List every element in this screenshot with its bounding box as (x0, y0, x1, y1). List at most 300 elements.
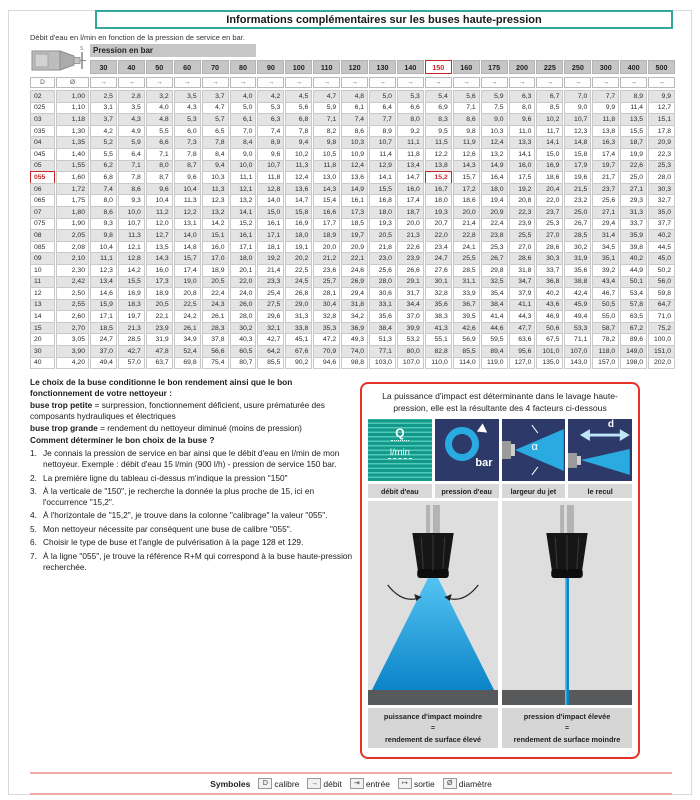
flow-cell-13-40: 18,3 (118, 299, 145, 312)
flow-cell-09-225: 30,3 (536, 252, 563, 265)
flow-rate-table (30, 44, 675, 369)
flow-cell-20-200: 63,6 (509, 333, 536, 346)
flow-cell-025-40: 3,5 (118, 102, 145, 115)
flow-cell-12-80: 24,0 (230, 287, 257, 300)
pressure-header-40: 40 (118, 60, 145, 74)
flow-cell-06-50: 9,6 (146, 183, 173, 196)
flow-cell-07-140: 18,7 (397, 206, 424, 219)
flow-cell-035-110: 8,2 (313, 125, 340, 138)
flow-cell-10-160: 28,5 (453, 264, 480, 277)
flow-cell-09-250: 31,9 (564, 252, 591, 265)
flow-cell-045-200: 14,1 (509, 148, 536, 161)
calibre-cell-02: 02 (30, 90, 55, 103)
flow-cell-085-400: 39,8 (620, 241, 647, 254)
flow-cell-14-150: 38,3 (425, 310, 452, 323)
flow-cell-025-225: 8,5 (536, 102, 563, 115)
flow-cell-06-250: 21,5 (564, 183, 591, 196)
flow-cell-02-40: 2,8 (118, 90, 145, 103)
flow-cell-03-140: 8,0 (397, 113, 424, 126)
flow-cell-045-225: 15,0 (536, 148, 563, 161)
flow-cell-09-175: 26,7 (481, 252, 508, 265)
flow-cell-14-50: 22,1 (146, 310, 173, 323)
flow-cell-09-100: 20,2 (285, 252, 312, 265)
calibre-cell-035: 035 (30, 125, 55, 138)
flow-cell-30-100: 67,6 (285, 345, 312, 358)
flow-cell-30-90: 64,2 (257, 345, 284, 358)
flow-cell-13-60: 22,5 (174, 299, 201, 312)
flow-cell-06-225: 20,4 (536, 183, 563, 196)
pressure-header-60: 60 (174, 60, 201, 74)
factor-label-pressure: pression d'eau (435, 484, 499, 498)
flow-cell-09-160: 25,5 (453, 252, 480, 265)
flow-cell-04-200: 13,3 (509, 136, 536, 149)
debit-icon: → (620, 77, 647, 88)
diametre-cell-40: 4,20 (56, 357, 89, 370)
flow-cell-13-90: 27,5 (257, 299, 284, 312)
flow-cell-30-110: 70,9 (313, 345, 340, 358)
flow-cell-40-225: 135,0 (536, 357, 563, 370)
flow-cell-03-300: 11,8 (592, 113, 619, 126)
flow-cell-10-150: 27,6 (425, 264, 452, 277)
flow-cell-075-100: 16,9 (285, 218, 312, 231)
flow-cell-03-160: 8,6 (453, 113, 480, 126)
calibre-cell-13: 13 (30, 299, 55, 312)
intro-paragraph: Le choix de la buse conditionne le bon rendement ainsi que le bon fonctionnement de votre nettoyeur : (30, 377, 293, 398)
flow-cell-13-400: 57,8 (620, 299, 647, 312)
flow-cell-085-225: 28,6 (536, 241, 563, 254)
flow-cell-04-130: 10,7 (369, 136, 396, 149)
diametre-cell-30: 3,90 (56, 345, 89, 358)
flow-cell-09-110: 21,2 (313, 252, 340, 265)
flow-cell-035-225: 11,7 (536, 125, 563, 138)
flow-cell-025-250: 9,0 (564, 102, 591, 115)
flow-cell-04-140: 11,1 (397, 136, 424, 149)
flow-cell-30-400: 149,0 (620, 345, 647, 358)
flow-cell-045-40: 6,4 (118, 148, 145, 161)
step-number: 1. (30, 448, 37, 459)
flow-cell-11-110: 25,7 (313, 276, 340, 289)
flow-cell-08-70: 15,1 (202, 229, 229, 242)
pressure-header-120: 120 (341, 60, 368, 74)
flow-cell-15-110: 35,3 (313, 322, 340, 335)
flow-cell-025-140: 6,6 (397, 102, 424, 115)
debit-icon: → (313, 77, 340, 88)
flow-cell-08-300: 31,4 (592, 229, 619, 242)
step-text: Mon nettoyeur nécessite par conséquent une buse de calibre "055". (43, 523, 292, 534)
flow-cell-14-400: 63,5 (620, 310, 647, 323)
flow-cell-06-90: 12,8 (257, 183, 284, 196)
calibre-cell-065: 065 (30, 194, 55, 207)
flow-cell-05-120: 12,4 (341, 160, 368, 173)
flow-cell-08-150: 22,0 (425, 229, 452, 242)
flow-cell-05-200: 16,0 (509, 160, 536, 173)
flow-cell-06-150: 16,7 (425, 183, 452, 196)
flow-cell-14-300: 55,0 (592, 310, 619, 323)
calibre-cell-085: 085 (30, 241, 55, 254)
diametre-cell-05: 1,55 (56, 160, 89, 173)
explanation-text (30, 377, 354, 573)
flow-cell-02-50: 3,2 (146, 90, 173, 103)
calibre-cell-12: 12 (30, 287, 55, 300)
flow-cell-09-50: 14,3 (146, 252, 173, 265)
flow-cell-30-225: 101,0 (536, 345, 563, 358)
flow-cell-075-50: 12,0 (146, 218, 173, 231)
flow-cell-04-250: 14,8 (564, 136, 591, 149)
flow-cell-13-200: 41,1 (509, 299, 536, 312)
flow-cell-13-500: 64,7 (648, 299, 675, 312)
flow-cell-10-200: 31,8 (509, 264, 536, 277)
calibre-cell-08: 08 (30, 229, 55, 242)
flow-cell-05-250: 17,9 (564, 160, 591, 173)
flow-cell-13-225: 43,6 (536, 299, 563, 312)
pressure-header-225: 225 (536, 60, 563, 74)
flow-cell-04-30: 5,2 (90, 136, 117, 149)
calibre-cell-03: 03 (30, 113, 55, 126)
flow-cell-065-160: 18,6 (453, 194, 480, 207)
flow-cell-075-150: 20,7 (425, 218, 452, 231)
flow-cell-05-100: 11,3 (285, 160, 312, 173)
flow-cell-03-400: 13,5 (620, 113, 647, 126)
step-7 (30, 551, 354, 573)
flow-cell-12-70: 22,4 (202, 287, 229, 300)
flow-cell-14-30: 17,1 (90, 310, 117, 323)
flow-cell-035-175: 10,3 (481, 125, 508, 138)
flow-cell-055-250: 19,6 (564, 171, 591, 184)
calibre-icon: D (258, 778, 272, 789)
flow-cell-03-175: 9,0 (481, 113, 508, 126)
flow-cell-035-160: 9,8 (453, 125, 480, 138)
flow-cell-035-70: 6,5 (202, 125, 229, 138)
calibre-cell-40: 40 (30, 357, 55, 370)
flow-cell-09-300: 35,1 (592, 252, 619, 265)
jet-width-icon (502, 419, 566, 481)
flow-cell-07-70: 13,2 (202, 206, 229, 219)
flow-cell-11-160: 31,1 (453, 276, 480, 289)
diametre-cell-15: 2,70 (56, 322, 89, 335)
flow-cell-03-60: 5,3 (174, 113, 201, 126)
flow-cell-055-60: 9,6 (174, 171, 201, 184)
flow-cell-30-80: 60,5 (230, 345, 257, 358)
flow-cell-40-40: 57,0 (118, 357, 145, 370)
flow-cell-045-160: 12,6 (453, 148, 480, 161)
flow-cell-11-200: 34,7 (509, 276, 536, 289)
flow-cell-055-40: 7,8 (118, 171, 145, 184)
flow-cell-06-40: 8,6 (118, 183, 145, 196)
flow-cell-075-175: 22,4 (481, 218, 508, 231)
step-2 (30, 473, 354, 484)
flow-cell-06-140: 16,0 (397, 183, 424, 196)
debit-icon: → (369, 77, 396, 88)
flow-cell-03-120: 7,4 (341, 113, 368, 126)
flow-cell-20-70: 37,8 (202, 333, 229, 346)
flow-cell-14-110: 32,8 (313, 310, 340, 323)
step-4 (30, 510, 354, 521)
flow-cell-025-100: 5,6 (285, 102, 312, 115)
flow-cell-20-50: 31,9 (146, 333, 173, 346)
flow-cell-05-40: 7,1 (118, 160, 145, 173)
flow-cell-12-150: 32,8 (425, 287, 452, 300)
debit-icon: → (257, 77, 284, 88)
flow-cell-065-175: 19,4 (481, 194, 508, 207)
flow-cell-075-225: 25,3 (536, 218, 563, 231)
flow-cell-06-60: 10,4 (174, 183, 201, 196)
pressure-header-175: 175 (481, 60, 508, 74)
calibre-cell-055: 055 (30, 171, 55, 184)
debit-icon: → (481, 77, 508, 88)
flow-cell-40-100: 90,2 (285, 357, 312, 370)
debit-icon: → (397, 77, 424, 88)
debit-icon: → (425, 77, 452, 88)
flow-cell-10-30: 12,3 (90, 264, 117, 277)
flow-cell-085-80: 17,1 (230, 241, 257, 254)
flow-cell-14-160: 39,5 (453, 310, 480, 323)
calibre-cell-10: 10 (30, 264, 55, 277)
flow-cell-045-120: 10,9 (341, 148, 368, 161)
flow-cell-04-175: 12,4 (481, 136, 508, 149)
flow-cell-04-40: 5,9 (118, 136, 145, 149)
flow-cell-085-500: 44,5 (648, 241, 675, 254)
flow-cell-15-500: 75,2 (648, 322, 675, 335)
flow-cell-035-30: 4,2 (90, 125, 117, 138)
flow-cell-045-130: 11,4 (369, 148, 396, 161)
flow-cell-12-250: 42,4 (564, 287, 591, 300)
flow-cell-085-150: 23,4 (425, 241, 452, 254)
flow-cell-04-150: 11,5 (425, 136, 452, 149)
flow-unit-label: l/min (389, 447, 410, 459)
step-1 (30, 448, 354, 470)
flow-cell-04-70: 7,8 (202, 136, 229, 149)
flow-cell-14-40: 19,7 (118, 310, 145, 323)
wide-spray-illustration (368, 501, 498, 705)
flow-cell-11-130: 28,0 (369, 276, 396, 289)
flow-cell-11-140: 29,1 (397, 276, 424, 289)
flow-cell-025-60: 4,3 (174, 102, 201, 115)
flow-cell-08-110: 18,9 (313, 229, 340, 242)
calibre-cell-05: 05 (30, 160, 55, 173)
flow-cell-13-70: 24,3 (202, 299, 229, 312)
flow-cell-12-500: 59,8 (648, 287, 675, 300)
factor-label-recoil: le recul (568, 484, 632, 498)
flow-cell-30-175: 89,4 (481, 345, 508, 358)
flow-cell-09-60: 15,7 (174, 252, 201, 265)
diametre-cell-09: 2,10 (56, 252, 89, 265)
flow-cell-055-200: 17,5 (509, 171, 536, 184)
flow-cell-075-70: 14,2 (202, 218, 229, 231)
flow-cell-12-40: 16,9 (118, 287, 145, 300)
flow-cell-14-175: 41,4 (481, 310, 508, 323)
flow-cell-045-30: 5,5 (90, 148, 117, 161)
flow-cell-14-250: 49,4 (564, 310, 591, 323)
flow-cell-15-100: 33,8 (285, 322, 312, 335)
flow-cell-06-200: 19,2 (509, 183, 536, 196)
flow-cell-05-30: 6,2 (90, 160, 117, 173)
calibre-cell-20: 20 (30, 333, 55, 346)
flow-cell-075-90: 16,1 (257, 218, 284, 231)
flow-cell-02-130: 5,0 (369, 90, 396, 103)
diametre-cell-04: 1,35 (56, 136, 89, 149)
symbol-item-label: diamètre (458, 778, 492, 789)
flow-cell-10-110: 23,6 (313, 264, 340, 277)
pressure-header-90: 90 (257, 60, 284, 74)
flow-cell-20-40: 28,5 (118, 333, 145, 346)
flow-cell-11-150: 30,1 (425, 276, 452, 289)
flow-cell-025-80: 5,0 (230, 102, 257, 115)
debit-icon: → (648, 77, 675, 88)
flow-cell-055-50: 8,7 (146, 171, 173, 184)
flow-cell-09-90: 19,2 (257, 252, 284, 265)
flow-cell-04-500: 20,9 (648, 136, 675, 149)
nozzle-too-big-note: buse trop grande = rendement du nettoyeur diminué (moins de pression) (30, 422, 302, 433)
flow-cell-02-250: 7,0 (564, 90, 591, 103)
pressure-header-400: 400 (620, 60, 647, 74)
flow-cell-15-160: 42,6 (453, 322, 480, 335)
distance-label: d (607, 419, 614, 431)
flow-cell-30-140: 80,0 (397, 345, 424, 358)
flow-cell-20-400: 89,6 (620, 333, 647, 346)
flow-cell-045-80: 9,0 (230, 148, 257, 161)
flow-cell-13-80: 26,0 (230, 299, 257, 312)
symbols-items (258, 778, 491, 789)
diametre-icon: Ø (443, 778, 457, 789)
flow-cell-045-70: 8,4 (202, 148, 229, 161)
flow-cell-10-90: 21,4 (257, 264, 284, 277)
svg-text:S: S (80, 46, 84, 52)
symbol-item-entrée (350, 778, 390, 789)
flow-cell-10-60: 17,4 (174, 264, 201, 277)
flow-cell-055-400: 25,0 (620, 171, 647, 184)
flow-cell-40-300: 157,0 (592, 357, 619, 370)
flow-cell-12-50: 18,9 (146, 287, 173, 300)
flow-q-label: Q (391, 426, 408, 441)
flow-cell-03-80: 6,1 (230, 113, 257, 126)
flow-cell-05-150: 13,8 (425, 160, 452, 173)
flow-cell-40-90: 85,5 (257, 357, 284, 370)
calibre-cell-15: 15 (30, 322, 55, 335)
calibre-cell-30: 30 (30, 345, 55, 358)
pressure-header-150: 150 (425, 60, 452, 74)
flow-cell-06-100: 13,6 (285, 183, 312, 196)
flow-cell-05-400: 22,6 (620, 160, 647, 173)
flow-cell-20-120: 49,3 (341, 333, 368, 346)
flow-cell-03-150: 8,3 (425, 113, 452, 126)
flow-cell-085-160: 24,1 (453, 241, 480, 254)
flow-cell-03-50: 4,8 (146, 113, 173, 126)
flow-cell-07-110: 16,6 (313, 206, 340, 219)
flow-cell-045-300: 17,4 (592, 148, 619, 161)
debit-icon: → (509, 77, 536, 88)
flow-cell-075-160: 21,4 (453, 218, 480, 231)
flow-cell-40-150: 110,0 (425, 357, 452, 370)
flow-cell-07-120: 17,3 (341, 206, 368, 219)
flow-cell-025-160: 7,1 (453, 102, 480, 115)
flow-cell-40-120: 98,8 (341, 357, 368, 370)
flow-cell-025-175: 7,5 (481, 102, 508, 115)
pressure-header-200: 200 (509, 60, 536, 74)
alpha-label: α (531, 441, 538, 454)
page-title (95, 10, 673, 29)
step-number: 6. (30, 537, 37, 548)
flow-cell-045-400: 19,9 (620, 148, 647, 161)
calibre-cell-04: 04 (30, 136, 55, 149)
flow-cell-13-30: 15,9 (90, 299, 117, 312)
flow-cell-025-50: 4,0 (146, 102, 173, 115)
flow-cell-08-140: 21,3 (397, 229, 424, 242)
nozzle-diagram (30, 44, 88, 76)
flow-cell-15-80: 30,2 (230, 322, 257, 335)
flow-cell-20-150: 55,1 (425, 333, 452, 346)
flow-cell-035-300: 13,8 (592, 125, 619, 138)
flow-cell-03-70: 5,7 (202, 113, 229, 126)
flow-cell-04-60: 7,3 (174, 136, 201, 149)
flow-cell-11-40: 15,5 (118, 276, 145, 289)
flow-cell-09-400: 40,2 (620, 252, 647, 265)
flow-cell-07-90: 15,0 (257, 206, 284, 219)
flow-cell-025-200: 8,0 (509, 102, 536, 115)
spray-illustrations (368, 501, 632, 705)
flow-cell-07-130: 18,0 (369, 206, 396, 219)
flow-cell-03-30: 3,7 (90, 113, 117, 126)
flow-cell-03-225: 10,2 (536, 113, 563, 126)
flow-cell-20-110: 47,2 (313, 333, 340, 346)
flow-cell-10-80: 20,1 (230, 264, 257, 277)
debit-icon: → (536, 77, 563, 88)
flow-cell-07-100: 15,8 (285, 206, 312, 219)
flow-cell-075-200: 23,9 (509, 218, 536, 231)
flow-cell-05-175: 14,9 (481, 160, 508, 173)
flow-cell-085-40: 12,1 (118, 241, 145, 254)
pressure-header-160: 160 (453, 60, 480, 74)
flow-cell-30-250: 107,0 (564, 345, 591, 358)
calibre-cell-075: 075 (30, 218, 55, 231)
recoil-icon (568, 419, 632, 481)
flow-cell-15-50: 23,9 (146, 322, 173, 335)
flow-cell-06-130: 15,5 (369, 183, 396, 196)
symbol-item-label: calibre (274, 778, 300, 789)
flow-cell-065-70: 12,3 (202, 194, 229, 207)
flow-cell-055-225: 18,6 (536, 171, 563, 184)
step-text: À l'horizontale de "15,2", je trouve dans la colonne "calibrage" la valeur "055". (43, 510, 328, 521)
flow-cell-14-60: 24,2 (174, 310, 201, 323)
flow-cell-07-160: 20,0 (453, 206, 480, 219)
flow-cell-02-80: 4,0 (230, 90, 257, 103)
flow-cell-06-300: 23,7 (592, 183, 619, 196)
flow-cell-075-250: 26,7 (564, 218, 591, 231)
symbols-label: Symboles (210, 778, 251, 789)
flow-cell-14-120: 34,2 (341, 310, 368, 323)
flow-cell-12-160: 33,9 (453, 287, 480, 300)
flow-cell-14-70: 26,1 (202, 310, 229, 323)
flow-cell-13-140: 34,4 (397, 299, 424, 312)
flow-cell-075-30: 9,3 (90, 218, 117, 231)
flow-cell-045-100: 10,2 (285, 148, 312, 161)
flow-cell-075-110: 17,7 (313, 218, 340, 231)
flow-cell-15-250: 53,3 (564, 322, 591, 335)
debit-icon: → (174, 77, 201, 88)
flow-cell-04-120: 10,3 (341, 136, 368, 149)
flow-cell-025-90: 5,3 (257, 102, 284, 115)
diametre-cell-035: 1,30 (56, 125, 89, 138)
pressure-header-50: 50 (146, 60, 173, 74)
flow-cell-12-100: 26,8 (285, 287, 312, 300)
flow-cell-05-50: 8,0 (146, 160, 173, 173)
flow-cell-04-100: 9,4 (285, 136, 312, 149)
water-flow-icon (368, 419, 432, 481)
flow-cell-12-90: 25,4 (257, 287, 284, 300)
flow-cell-025-300: 9,9 (592, 102, 619, 115)
diametre-cell-065: 1,75 (56, 194, 89, 207)
debit-icon: → (146, 77, 173, 88)
calibre-cell-06: 06 (30, 183, 55, 196)
